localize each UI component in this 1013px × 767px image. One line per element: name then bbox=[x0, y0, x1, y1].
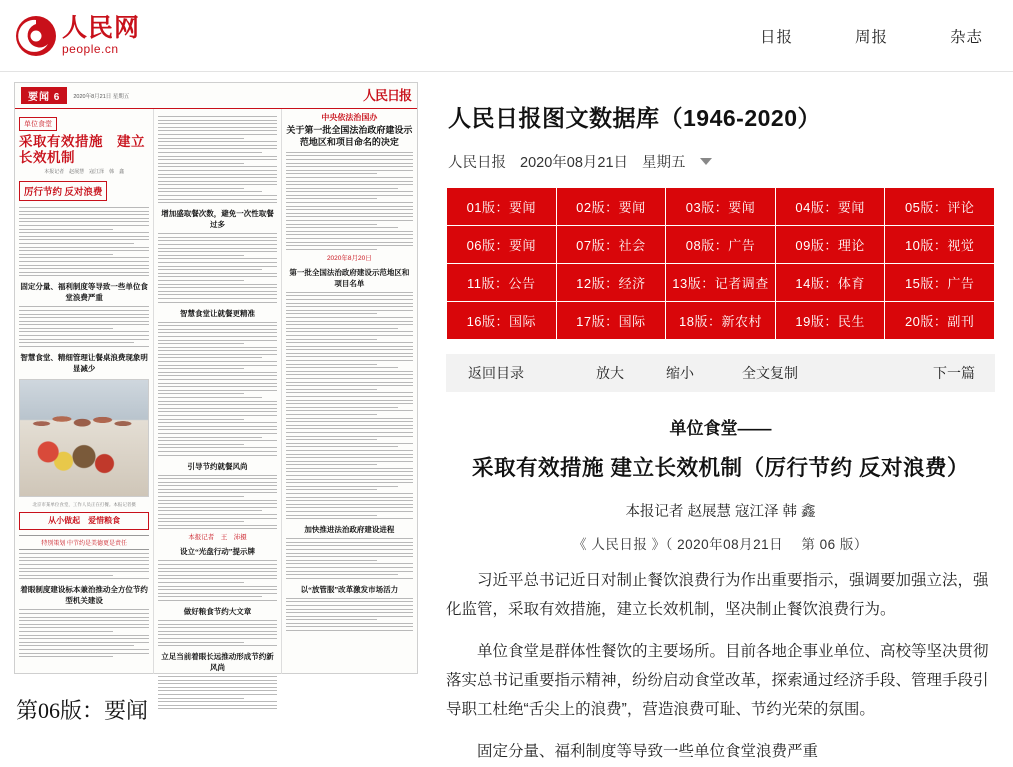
page-button-20[interactable]: 20版：副刊 bbox=[885, 302, 995, 340]
column1-subhead-1: 固定分量、福利制度等导致一些单位食堂浪费严重 bbox=[20, 282, 148, 303]
column2-body-lines-c bbox=[158, 322, 276, 456]
nav-item-daily[interactable]: 日报 bbox=[759, 29, 793, 46]
column1-photo bbox=[19, 379, 149, 497]
logo-en-text: people.cn bbox=[62, 42, 119, 56]
column3-date: 2020年8月20日 bbox=[326, 254, 372, 262]
page-button-06[interactable]: 06版：要闻 bbox=[447, 226, 557, 264]
page-button-07[interactable]: 07版：社会 bbox=[557, 226, 667, 264]
meta-weekday: 星期五 bbox=[642, 155, 686, 171]
column2-footer-1: 做好粮食节约大文章 bbox=[183, 606, 252, 616]
column3-title: 关于第一批全国法治政府建设示范地区和项目命名的决定 bbox=[286, 125, 413, 148]
newspaper-column-3 bbox=[282, 109, 417, 674]
column2-body-lines-f bbox=[158, 620, 276, 646]
column2-body-lines-d bbox=[158, 475, 276, 530]
column1-redbox: 厉行节约 反对浪费 bbox=[19, 181, 107, 201]
article-title: 采取有效措施 建立长效机制（厉行节约 反对浪费） bbox=[472, 456, 969, 480]
column2-footer-2: 立足当前着眼长远推动形成节约新风尚 bbox=[161, 652, 274, 673]
column2-caption: 本报记者 王 沛摄 bbox=[188, 534, 247, 542]
site-logo[interactable] bbox=[14, 14, 140, 58]
site-header bbox=[0, 0, 1013, 72]
column1-banner: 特别策划 中节约是美德更是责任 bbox=[19, 535, 149, 550]
copy-all-text-button[interactable]: 全文复制 bbox=[742, 365, 798, 381]
article-paragraph-1: 习近平总书记近日对制止餐饮浪费行为作出重要指示，强调要加强立法，强化监管，采取有效措施，建立长效机制，坚决制止餐饮浪费行为。 bbox=[446, 572, 989, 618]
column3-body-lines-d bbox=[286, 598, 413, 631]
page-title: 人民日报图文数据库（1946-2020） bbox=[448, 105, 821, 131]
article-paragraph-3: 固定分量、福利制度等导致一些单位食堂浪费严重 bbox=[477, 743, 819, 761]
logo-text bbox=[62, 16, 140, 55]
column1-footer-head: 着眼制度建设标本兼治推动全方位节约型机关建设 bbox=[20, 585, 148, 606]
column2-body-lines-a bbox=[158, 116, 276, 203]
masthead-date: 2020年8月21日 星期五 bbox=[73, 93, 130, 100]
page-button-09[interactable]: 09版：理论 bbox=[776, 226, 886, 264]
page-button-17[interactable]: 17版：国际 bbox=[557, 302, 667, 340]
page-button-14[interactable]: 14版：体育 bbox=[776, 264, 886, 302]
masthead-section-badge: 要闻 6 bbox=[21, 87, 67, 104]
masthead-logo-text: 人民日报 bbox=[362, 88, 411, 103]
article-author: 本报记者 赵展慧 寇江泽 韩 鑫 bbox=[625, 504, 816, 520]
column2-body-lines-g bbox=[158, 676, 276, 709]
page-selector-grid bbox=[446, 188, 995, 340]
content-area bbox=[0, 72, 1013, 767]
column1-body-lines-c bbox=[19, 553, 149, 579]
zoom-out-button[interactable]: 缩小 bbox=[666, 365, 694, 381]
nav-item-magazine[interactable]: 杂志 bbox=[949, 29, 983, 46]
column1-body-lines-b bbox=[19, 306, 149, 347]
next-article-button[interactable]: 下一篇 bbox=[933, 365, 975, 381]
column3-body-lines-a bbox=[286, 152, 413, 250]
page-button-11[interactable]: 11版：公告 bbox=[447, 264, 557, 302]
page-button-04[interactable]: 04版：要闻 bbox=[776, 188, 886, 226]
page-button-01[interactable]: 01版：要闻 bbox=[447, 188, 557, 226]
column1-photo-caption: 北京市某单位食堂，工作人员正在打餐。本报记者摄 bbox=[32, 501, 136, 507]
page-button-13[interactable]: 13版：记者调查 bbox=[666, 264, 776, 302]
newspaper-preview-column bbox=[0, 72, 420, 767]
page-button-10[interactable]: 10版：视觉 bbox=[885, 226, 995, 264]
column3-org: 中央依法治国办 bbox=[321, 113, 378, 122]
column1-subhead-2: 智慧食堂、精细管理让餐桌浪费现象明显减少 bbox=[20, 352, 148, 373]
article-paragraph-2: 单位食堂是群体性餐饮的主要场所。目前各地企事业单位、高校等坚决贯彻落实总书记重要指示精神，纷纷启动食堂改革，探索通过经济手段、管理手段引导职工杜绝“舌尖上的浪费”，营造浪费可耻、节约光荣的氛围。 bbox=[446, 643, 989, 718]
column2-body-lines-b bbox=[158, 233, 276, 302]
page-button-18[interactable]: 18版：新农村 bbox=[666, 302, 776, 340]
newspaper-column-1 bbox=[15, 109, 154, 674]
column1-byline: 本报记者 赵展慧 寇江泽 韩 鑫 bbox=[44, 169, 125, 176]
column2-subhead-1: 增加盛取餐次数，避免一次性取餐过多 bbox=[161, 209, 274, 230]
article-kicker: 单位食堂—— bbox=[669, 419, 772, 438]
column3-subtitle: 第一批全国法治政府建设示范地区和项目名单 bbox=[289, 267, 410, 288]
page-button-08[interactable]: 08版：广告 bbox=[666, 226, 776, 264]
meta-date: 2020年08月21日 bbox=[520, 155, 629, 171]
chevron-down-icon[interactable] bbox=[700, 158, 712, 165]
zoom-in-button[interactable]: 放大 bbox=[596, 365, 624, 381]
newspaper-column-2 bbox=[154, 109, 281, 674]
logo-cn-text: 人民网 bbox=[62, 15, 141, 42]
column2-subhead-3: 引导节约就餐风尚 bbox=[187, 461, 248, 471]
article-toolbar bbox=[446, 354, 995, 392]
column2-subhead-2: 智慧食堂让就餐更精准 bbox=[180, 308, 255, 318]
newspaper-columns bbox=[15, 109, 417, 674]
newspaper-page-label: 第06版：要闻 bbox=[16, 698, 149, 723]
column3-footer-sub: 以“放管服”改革激发市场活力 bbox=[300, 584, 399, 594]
page-button-16[interactable]: 16版：国际 bbox=[447, 302, 557, 340]
page-button-05[interactable]: 05版：评论 bbox=[885, 188, 995, 226]
column2-subhead-4: 设立“光盘行动”提示牌 bbox=[180, 547, 255, 557]
page-button-19[interactable]: 19版：民生 bbox=[776, 302, 886, 340]
page-button-12[interactable]: 12版：经济 bbox=[557, 264, 667, 302]
column1-headline: 采取有效措施 建立长效机制 bbox=[19, 134, 145, 165]
newspaper-page-image[interactable] bbox=[14, 82, 418, 674]
column1-body-lines-a bbox=[19, 207, 149, 276]
column1-body-lines-d bbox=[19, 609, 149, 657]
meta-source: 人民日报 bbox=[448, 155, 506, 171]
publication-meta bbox=[448, 151, 995, 172]
back-to-index-button[interactable]: 返回目录 bbox=[468, 365, 524, 381]
column3-body-lines-b bbox=[286, 292, 413, 519]
column1-tag: 单位食堂 bbox=[19, 117, 57, 131]
column3-body-lines-c bbox=[286, 538, 413, 579]
page-button-02[interactable]: 02版：要闻 bbox=[557, 188, 667, 226]
column1-corner-box: 从小做起 爱惜粮食 bbox=[19, 512, 149, 530]
newspaper-masthead bbox=[15, 83, 417, 109]
database-column bbox=[420, 72, 1013, 767]
people-cn-logo-icon bbox=[14, 14, 58, 58]
page-button-03[interactable]: 03版：要闻 bbox=[666, 188, 776, 226]
column3-footer-title: 加快推进法治政府建设进程 bbox=[304, 525, 395, 535]
column2-body-lines-e bbox=[158, 560, 276, 601]
page-button-15[interactable]: 15版：广告 bbox=[885, 264, 995, 302]
main-nav bbox=[760, 0, 983, 72]
nav-item-weekly[interactable]: 周报 bbox=[854, 29, 888, 46]
article-source-line: 《 人民日报 》（ 2020年08月21日 第 06 版） bbox=[573, 537, 868, 552]
